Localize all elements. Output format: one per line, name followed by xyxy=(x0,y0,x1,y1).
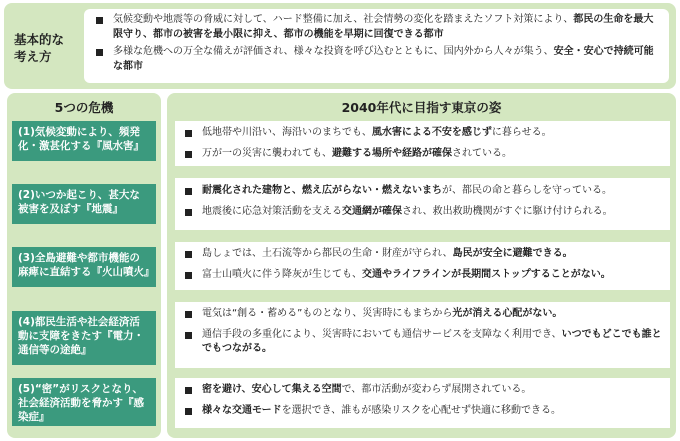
principle-bullet-1: 気候変動や地震等の脅威に対して、ハード整備に加え、社会情勢の変化を踏まえたソフト対策により、都民の生命を最大限守り、都市の被害を最小限に抑え、都市の機能を早期に回復できる都市 xyxy=(96,13,661,42)
risks-header: 5つの危機 xyxy=(54,100,114,115)
square-bullet-icon xyxy=(96,49,103,56)
basic-principle-box xyxy=(84,9,669,83)
principle-bullet-2: 多様な危機への万全な備えが評価され、様々な投資を呼び込むとともに、国内外から人々が集う、安全・安心で持続可能な都市 xyxy=(96,45,661,74)
square-bullet-icon xyxy=(185,408,192,415)
square-bullet-icon xyxy=(185,151,192,158)
goal-box-3 xyxy=(175,242,670,290)
basic-principle-label: 基本的な 考え方 xyxy=(14,32,65,64)
goal-bullet: 万が一の災害に襲われても、避難する場所や経路が確保されている。 xyxy=(185,147,662,162)
goal-box-2 xyxy=(175,178,670,230)
goal-box-1 xyxy=(175,121,670,166)
square-bullet-icon xyxy=(185,188,192,195)
square-bullet-icon xyxy=(185,130,192,137)
goal-box-4 xyxy=(175,302,670,368)
goal-bullet: 富士山噴火に伴う降灰が生じても、交通やライフラインが長期間ストップすることがない。 xyxy=(185,268,662,283)
goal-bullet: 密を避け、安心して集える空間で、都市活動が変わらず展開されている。 xyxy=(185,383,662,398)
goal-bullet: 耐震化された建物と、燃え広がらない・燃えないまちが、都民の命と暮らしを守っている。 xyxy=(185,184,662,199)
goals-header: 2040年代に目指す東京の姿 xyxy=(341,100,502,115)
risk-label-5: (5)“密”がリスクとなり、社会経済活動を脅かす『感染症』 xyxy=(12,378,156,426)
square-bullet-icon xyxy=(185,209,192,216)
goal-bullet: 島しょでは、土石流等から都民の生命・財産が守られ、島民が安全に避難できる。 xyxy=(185,247,662,262)
basic-principle-panel xyxy=(4,3,676,89)
risk-label-1: (1)気候変動により、頻発化・激甚化する『風水害』 xyxy=(12,121,156,161)
goal-bullet: 電気は“創る・蓄める”ものとなり、災害時にもまちから光が消える心配がない。 xyxy=(185,307,662,322)
goal-box-5 xyxy=(175,378,670,428)
risk-label-2: (2)いつか起こり、甚大な被害を及ぼす『地震』 xyxy=(12,184,156,224)
square-bullet-icon xyxy=(96,17,103,24)
risk-label-4: (4)都民生活や社会経済活動に支障をきたす『電力・通信等の途絶』 xyxy=(12,311,156,365)
goal-bullet: 地震後に応急対策活動を支える交通網が確保され、救出救助機関がすぐに駆け付けられる。 xyxy=(185,205,662,220)
square-bullet-icon xyxy=(185,311,192,318)
square-bullet-icon xyxy=(185,387,192,394)
square-bullet-icon xyxy=(185,332,192,339)
square-bullet-icon xyxy=(185,272,192,279)
risk-label-3: (3)全島避難や都市機能の麻痺に直結する『火山噴火』 xyxy=(12,247,156,287)
goal-bullet: 様々な交通モードを選択でき、誰もが感染リスクを心配せず快適に移動できる。 xyxy=(185,404,662,419)
square-bullet-icon xyxy=(185,251,192,258)
goal-bullet: 低地帯や川沿い、海沿いのまちでも、風水害による不安を感じずに暮らせる。 xyxy=(185,126,662,141)
goal-bullet: 通信手段の多重化により、災害時においても通信サービスを支障なく利用でき、いつでもどこでも誰とでもつながる。 xyxy=(185,328,662,357)
